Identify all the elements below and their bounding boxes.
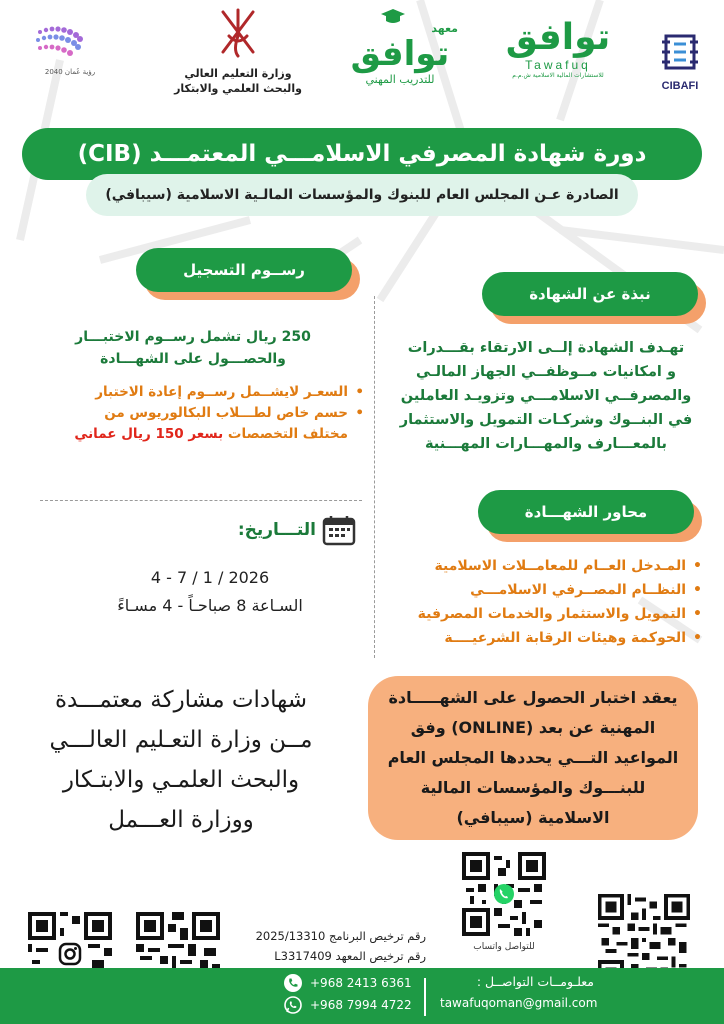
fees-note-text: حسم خاص لطـــلاب البكالوريوس من <box>104 405 348 421</box>
axis-item-text: التمويل والاستثمار والخدمات المصرفية <box>417 606 686 622</box>
axis-item-text: الحوكمة وهيئات الرقابة الشرعيــــة <box>444 630 686 646</box>
whatsapp-icon <box>493 883 515 905</box>
date-heading <box>226 512 356 548</box>
phone-row-1[interactable] <box>284 972 414 994</box>
cibafi-emblem-icon <box>658 30 702 74</box>
ministry-logo <box>158 6 318 96</box>
about-line: تهـدف الشهادة إلــى الارتقاء بقـــدرات <box>407 340 685 356</box>
certificates-line: ووزارة العـــمل <box>108 807 254 833</box>
whatsapp-qr[interactable] <box>462 852 546 936</box>
axes-list <box>384 554 702 650</box>
license-info <box>232 926 426 966</box>
vision-2040-icon <box>30 20 110 70</box>
certificates-line: والبحث العلمـي والابتـكار <box>62 767 300 793</box>
cibafi-logo <box>650 30 710 92</box>
fees-note-continuation <box>24 424 348 445</box>
certificates-line: شهادات مشاركة معتمـــدة <box>54 687 307 713</box>
fees-note-cont-a: مختلف التخصصات <box>223 426 348 442</box>
course-title-banner <box>22 128 702 180</box>
exam-info-text: يعقد اختبار الحصول على الشهـــــادة المهنية عن بعد (ONLINE) وفق المواعيد التـــي يحددها المجلس العام للبنـــوك والمؤسسات المالية الاسلامية (سيبافي) <box>387 688 679 827</box>
axes-heading: محاور الشهـــادة <box>478 490 694 534</box>
tawafuq-arabic-name: توافق <box>505 17 611 58</box>
axis-item <box>384 602 702 626</box>
footer-divider <box>424 978 426 1016</box>
fees-notes-list <box>24 382 364 424</box>
vision-text: رؤية عُمان 2040 <box>44 68 96 76</box>
center-divider <box>374 296 375 658</box>
course-dates: 4 - 7 / 1 / 2026 <box>150 568 270 587</box>
program-license: رقم ترخيص البرنامج 2025/13310 <box>255 929 426 943</box>
fees-main <box>28 326 358 370</box>
course-subtitle: الصادرة عـن المجلس العام للبنوك والمؤسسات المالـية الاسلامية (سيبافي) <box>105 187 619 203</box>
calendar-icon <box>322 514 356 546</box>
axis-item <box>384 554 702 578</box>
phone-number-1: +968 2413 6361 <box>310 976 412 990</box>
axis-item <box>384 626 702 650</box>
institute-name: توافق <box>350 34 450 74</box>
oman-emblem-icon <box>215 6 261 58</box>
fees-main-line1: 250 ريال تشمل رســوم الاختبـــار <box>75 329 311 345</box>
axis-item-text: المـدخل العــام للمعامــلات الاسلامية <box>434 558 686 574</box>
date-block <box>60 564 360 620</box>
course-time: السـاعة 8 صباحـاً - 4 مسـاءً <box>117 596 303 615</box>
student-price: بسعر 150 ريال عماني <box>74 426 224 442</box>
tawafuq-logo <box>488 18 628 79</box>
exam-info-box <box>368 676 698 840</box>
instagram-icon <box>57 941 83 967</box>
contact-label: معلـومــات التواصــل : <box>476 974 594 989</box>
whatsapp-qr-label: للتواصل واتساب <box>473 942 535 952</box>
left-divider <box>40 500 362 501</box>
institute-subtitle: للتدريب المهني <box>365 73 435 86</box>
whatsapp-icon <box>284 996 302 1014</box>
institute-logo <box>330 8 470 86</box>
about-heading-pill <box>482 272 706 324</box>
fees-note-item <box>24 403 364 424</box>
about-text <box>384 336 708 456</box>
fees-heading: رســوم التسجيل <box>136 248 352 292</box>
phone-icon <box>284 974 302 992</box>
tawafuq-subtitle: للاستشارات المالية الاسلامية ش.م.م <box>512 72 604 79</box>
ministry-name-line2: والبحث العلمي والابتكار <box>174 82 302 95</box>
axes-heading-pill <box>478 490 702 542</box>
about-heading: نبذة عن الشهادة <box>482 272 698 316</box>
graduation-cap-icon <box>380 8 406 26</box>
certificates-line: مــن وزارة التعـليم العالـــي <box>49 727 313 753</box>
about-line: و امكانيات مــوظفــي الجهاز المالـي <box>416 364 676 380</box>
fees-note-item <box>24 382 364 403</box>
contact-email[interactable]: tawafuqoman@gmail.com <box>440 996 598 1010</box>
course-subtitle-banner <box>86 174 638 216</box>
ministry-name-line1: وزارة التعليم العالي <box>184 67 292 80</box>
tawafuq-english-name: Tawafuq <box>525 58 591 72</box>
phone-row-2[interactable] <box>284 994 414 1016</box>
phone-number-2: +968 7994 4722 <box>310 998 412 1012</box>
about-line: والمصرفــي الاسلامـــي وتزويـد العاملين <box>400 388 692 404</box>
institute-label: معهد <box>431 22 458 35</box>
about-line: في البنــوك وشركـات التمويل والاستثمار <box>399 412 693 428</box>
axis-item <box>384 578 702 602</box>
axis-item-text: النظــام المصــرفي الاسلامـــي <box>470 582 686 598</box>
about-line: بالمعـــارف والمهـــارات المهـــنية <box>425 436 667 452</box>
oman-vision-logo <box>30 20 110 76</box>
institute-license: رقم ترخيص المعهد L3317409 <box>274 949 426 963</box>
fees-note-text: السعـر لايشــمل رســوم إعادة الاختبار <box>95 384 348 400</box>
date-label: التـــاريخ: <box>237 520 316 540</box>
fees-main-line2: والحصـــول على الشهـــادة <box>100 351 286 367</box>
fees-heading-pill <box>136 248 360 300</box>
certificates-text <box>14 680 348 840</box>
cibafi-text: CIBAFI <box>661 80 699 92</box>
course-title: دورة شهادة المصرفي الاسلامـــي المعتمـــد (CIB) <box>77 141 647 167</box>
